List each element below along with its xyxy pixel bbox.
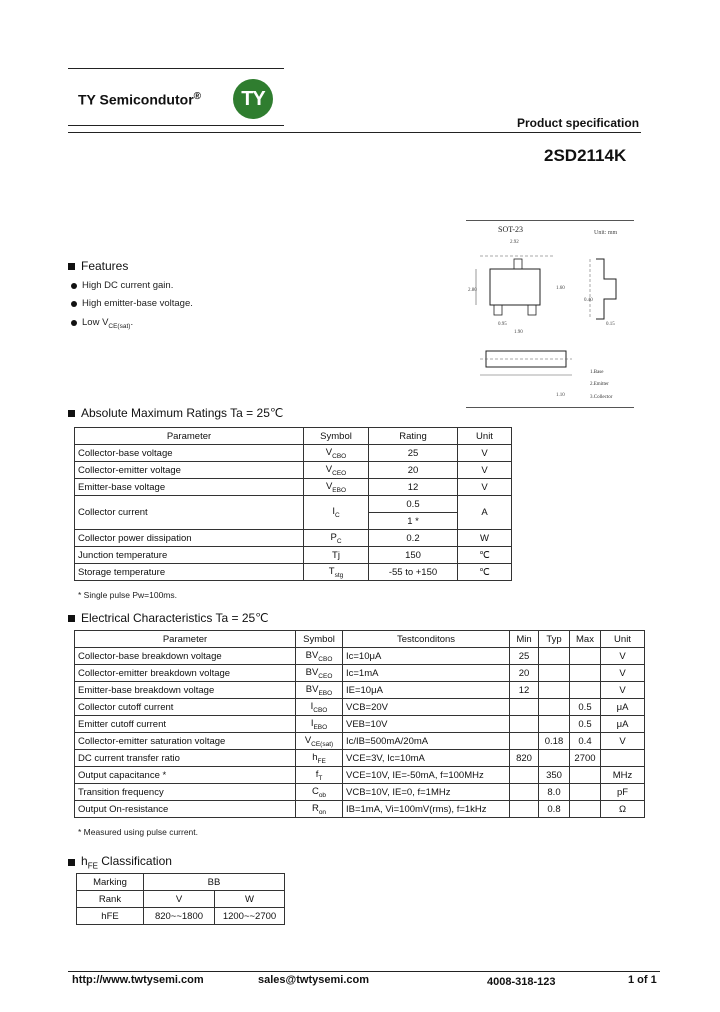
table-row — [75, 547, 512, 564]
cell-min — [510, 801, 539, 818]
dim-top: 2.92 — [510, 240, 519, 245]
table-row — [75, 564, 512, 581]
package-outline-drawing — [466, 220, 634, 408]
cell-conditions: VEB=10V — [343, 716, 510, 733]
dim-right: 1.60 — [556, 286, 565, 291]
cell-typ: 350 — [539, 767, 570, 784]
hfe-range-w: 1200~~2700 — [215, 908, 285, 925]
section-square-icon — [68, 263, 75, 270]
cell-param: Emitter-base breakdown voltage — [75, 682, 296, 699]
table-row — [75, 733, 645, 750]
table-row — [75, 784, 645, 801]
features-heading — [68, 259, 128, 273]
cell-max — [570, 801, 601, 818]
abs-max-note: * Single pulse Pw=100ms. — [78, 590, 177, 600]
section-square-icon — [68, 410, 75, 417]
cell-param: Collector-emitter saturation voltage — [75, 733, 296, 750]
logo-text: TY — [241, 87, 265, 110]
col-symbol: Symbol — [304, 428, 369, 445]
cell-symbol: $f_T$ — [296, 767, 343, 784]
cell-param: Collector-base breakdown voltage — [75, 648, 296, 665]
header-top-rule — [68, 68, 284, 69]
cell-rating: 0.5 — [369, 496, 458, 513]
website-link[interactable]: http://www.twtysemi.com — [72, 974, 204, 986]
cell-symbol: $V_{CBO}$ — [304, 445, 369, 462]
cell-param: DC current transfer ratio — [75, 750, 296, 767]
cell-symbol: $R_{on}$ — [296, 801, 343, 818]
pin-1-label: 1.Base — [590, 370, 604, 375]
table-row — [77, 874, 285, 891]
cell-min: 25 — [510, 648, 539, 665]
table-row — [75, 479, 512, 496]
feature-item — [71, 317, 133, 330]
cell-unit: V — [458, 445, 512, 462]
dim-lead: 0.15 — [606, 322, 615, 327]
cell-unit — [601, 750, 645, 767]
feature-item — [71, 280, 173, 291]
spec-underline — [68, 132, 641, 133]
cell-symbol: $h_{FE}$ — [296, 750, 343, 767]
cell-typ — [539, 699, 570, 716]
cell-symbol: $I_{EBO}$ — [296, 716, 343, 733]
cell-symbol: $T_{stg}$ — [304, 564, 369, 581]
feature-text: High emitter-base voltage. — [82, 298, 193, 309]
hfe-range-v: 820~~1800 — [144, 908, 215, 925]
cell-symbol: Tj — [304, 547, 369, 564]
rank-w: W — [215, 891, 285, 908]
cell-min — [510, 733, 539, 750]
hfe-table — [76, 873, 285, 925]
cell-symbol: $BV_{CEO}$ — [296, 665, 343, 682]
table-row — [75, 445, 512, 462]
cell-param: Transition frequency — [75, 784, 296, 801]
col-min: Min — [510, 631, 539, 648]
abs-max-heading — [68, 406, 283, 420]
cell-symbol: $V_{EBO}$ — [304, 479, 369, 496]
cell-conditions: IB=1mA, Vi=100mV(rms), f=1kHz — [343, 801, 510, 818]
spec-label: Product specification — [517, 116, 640, 130]
cell-min — [510, 784, 539, 801]
cell-unit: V — [601, 665, 645, 682]
cell-max: 0.5 — [570, 716, 601, 733]
feature-text: Low $V_{CE(sat)}$. — [82, 317, 134, 330]
hfe-title: $h_{FE}$ Classification — [81, 854, 172, 871]
table-row — [75, 767, 645, 784]
feature-item — [71, 298, 193, 309]
table-row — [75, 699, 645, 716]
cell-typ — [539, 682, 570, 699]
footer-rule — [68, 971, 660, 972]
cell-param: Emitter cutoff current — [75, 716, 296, 733]
cell-conditions: IE=10μA — [343, 682, 510, 699]
cell-param: Output On-resistance — [75, 801, 296, 818]
elec-title: Electrical Characteristics Ta = 25℃ — [81, 611, 269, 625]
rank-v: V — [144, 891, 215, 908]
cell-param: Output capacitance * — [75, 767, 296, 784]
elec-heading — [68, 611, 269, 625]
sot23-drawing — [466, 221, 634, 407]
package-title: SOT-23 — [498, 225, 524, 234]
header-mid-rule — [68, 125, 284, 126]
cell-max: 0.5 — [570, 699, 601, 716]
package-unit: Unit: mm — [594, 230, 618, 236]
cell-conditions: Ic/IB=500mA/20mA — [343, 733, 510, 750]
table-row — [75, 801, 645, 818]
cell-rating: 0.2 — [369, 530, 458, 547]
cell-rating: -55 to +150 — [369, 564, 458, 581]
cell-param: Collector-emitter voltage — [75, 462, 304, 479]
cell-symbol: $I_{CBO}$ — [296, 699, 343, 716]
hfe-label: hFE — [77, 908, 144, 925]
cell-unit: V — [601, 733, 645, 750]
cell-min: 12 — [510, 682, 539, 699]
cell-max — [570, 767, 601, 784]
cell-min — [510, 699, 539, 716]
col-rating: Rating — [369, 428, 458, 445]
cell-param: Collector current — [75, 496, 304, 530]
table-row — [75, 716, 645, 733]
cell-unit: W — [458, 530, 512, 547]
cell-conditions: VCB=20V — [343, 699, 510, 716]
dim-pitch: 0.95 — [498, 322, 507, 327]
cell-max: 2700 — [570, 750, 601, 767]
table-header-row — [75, 631, 645, 648]
cell-param: Collector cutoff current — [75, 699, 296, 716]
registered-mark: ® — [193, 91, 202, 102]
rank-label: Rank — [77, 891, 144, 908]
table-row — [75, 682, 645, 699]
cell-unit: pF — [601, 784, 645, 801]
cell-param: Collector-emitter breakdown voltage — [75, 665, 296, 682]
cell-conditions: VCE=3V, Ic=10mA — [343, 750, 510, 767]
page-number: 1 of 1 — [628, 974, 657, 986]
feature-text: High DC current gain. — [82, 280, 174, 291]
cell-typ: 0.8 — [539, 801, 570, 818]
table-row — [77, 908, 285, 925]
elec-note: * Measured using pulse current. — [78, 827, 199, 837]
table-row — [75, 496, 512, 513]
cell-rating: 1 * — [369, 513, 458, 530]
cell-min: 20 — [510, 665, 539, 682]
cell-rating: 25 — [369, 445, 458, 462]
table-row — [75, 462, 512, 479]
cell-typ — [539, 665, 570, 682]
table-row — [75, 750, 645, 767]
col-parameter: Parameter — [75, 428, 304, 445]
cell-max — [570, 682, 601, 699]
section-square-icon — [68, 859, 75, 866]
marking-label: Marking — [77, 874, 144, 891]
cell-param: Emitter-base voltage — [75, 479, 304, 496]
cell-typ — [539, 716, 570, 733]
cell-unit: μA — [601, 716, 645, 733]
dim-span: 1.90 — [514, 330, 523, 335]
cell-symbol: $BV_{CBO}$ — [296, 648, 343, 665]
cell-max: 0.4 — [570, 733, 601, 750]
bullet-icon — [71, 283, 77, 289]
part-number: 2SD2114K — [544, 146, 627, 165]
col-typ: Typ — [539, 631, 570, 648]
cell-rating: 150 — [369, 547, 458, 564]
cell-param: Collector power dissipation — [75, 530, 304, 547]
table-row — [75, 665, 645, 682]
cell-symbol: $V_{CEO}$ — [304, 462, 369, 479]
brand-text: TY Semicondutor — [78, 91, 194, 108]
cell-param: Collector-base voltage — [75, 445, 304, 462]
cell-max — [570, 648, 601, 665]
cell-max — [570, 665, 601, 682]
cell-typ — [539, 750, 570, 767]
hfe-heading — [68, 854, 172, 870]
cell-symbol: $P_C$ — [304, 530, 369, 547]
brand-name — [78, 91, 201, 108]
dim-side: 0.40 — [584, 298, 593, 303]
cell-typ: 0.18 — [539, 733, 570, 750]
marking-value: BB — [144, 874, 285, 891]
cell-unit: ℃ — [458, 564, 512, 581]
pin-2-label: 2.Emitter — [590, 382, 609, 387]
cell-unit: Ω — [601, 801, 645, 818]
cell-conditions: VCB=10V, IE=0, f=1MHz — [343, 784, 510, 801]
cell-param: Storage temperature — [75, 564, 304, 581]
cell-unit: ℃ — [458, 547, 512, 564]
cell-unit: V — [601, 648, 645, 665]
table-header-row — [75, 428, 512, 445]
cell-unit: μA — [601, 699, 645, 716]
cell-unit: V — [458, 479, 512, 496]
col-max: Max — [570, 631, 601, 648]
bullet-icon — [71, 320, 77, 326]
table-row — [77, 891, 285, 908]
pin-3-label: 3.Collector — [590, 395, 613, 400]
cell-min — [510, 767, 539, 784]
cell-conditions: Ic=10μA — [343, 648, 510, 665]
cell-symbol: $BV_{EBO}$ — [296, 682, 343, 699]
table-row — [75, 530, 512, 547]
dim-left: 2.80 — [468, 288, 477, 293]
cell-typ: 8.0 — [539, 784, 570, 801]
cell-param: Junction temperature — [75, 547, 304, 564]
col-unit: Unit — [601, 631, 645, 648]
abs-max-title: Absolute Maximum Ratings Ta = 25℃ — [81, 406, 284, 420]
section-square-icon — [68, 615, 75, 622]
phone-number: 4008-318-123 — [487, 976, 556, 988]
cell-rating: 12 — [369, 479, 458, 496]
cell-unit: MHz — [601, 767, 645, 784]
cell-symbol: $V_{CE(sat)}$ — [296, 733, 343, 750]
company-logo — [233, 79, 273, 119]
cell-symbol: $I_C$ — [304, 496, 369, 530]
col-parameter: Parameter — [75, 631, 296, 648]
cell-conditions: Ic=1mA — [343, 665, 510, 682]
col-unit: Unit — [458, 428, 512, 445]
abs-max-table — [74, 427, 512, 581]
cell-conditions: VCE=10V, IE=-50mA, f=100MHz — [343, 767, 510, 784]
cell-unit: V — [601, 682, 645, 699]
cell-unit: V — [458, 462, 512, 479]
features-title: Features — [81, 259, 129, 273]
elec-table — [74, 630, 645, 818]
cell-typ — [539, 648, 570, 665]
cell-max — [570, 784, 601, 801]
cell-unit: A — [458, 496, 512, 530]
dim-height: 1.10 — [556, 393, 565, 398]
bullet-icon — [71, 301, 77, 307]
email-link[interactable]: sales@twtysemi.com — [258, 974, 369, 986]
cell-min: 820 — [510, 750, 539, 767]
cell-symbol: $C_{ob}$ — [296, 784, 343, 801]
col-conditions: Testconditons — [343, 631, 510, 648]
cell-rating: 20 — [369, 462, 458, 479]
table-row — [75, 648, 645, 665]
col-symbol: Symbol — [296, 631, 343, 648]
cell-min — [510, 716, 539, 733]
